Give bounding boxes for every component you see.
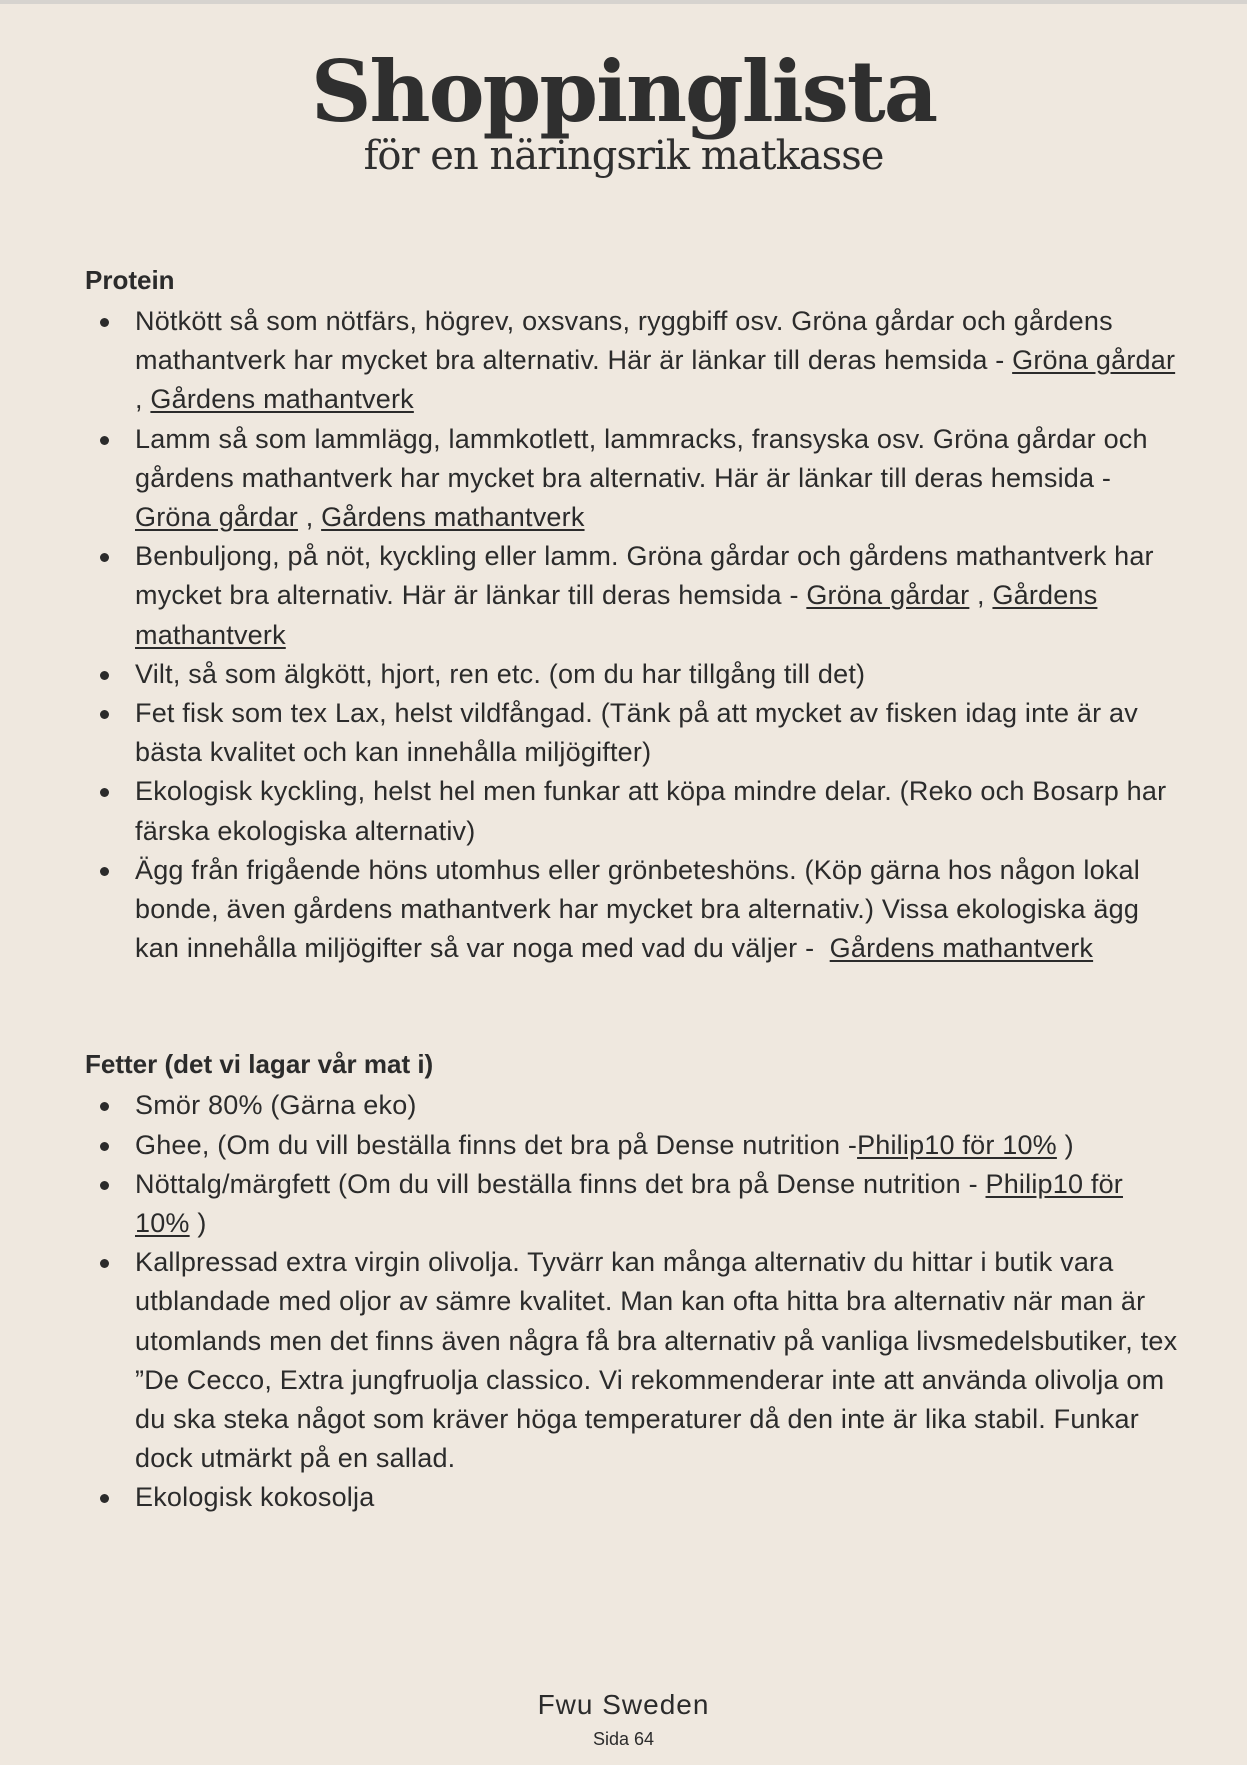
item-text: Vilt, så som älgkött, hjort, ren etc. (om du har tillgång till det) xyxy=(135,658,866,689)
fetter-list xyxy=(85,1086,1185,1517)
discount-code-link[interactable]: Philip10 för 10% xyxy=(135,1168,1123,1239)
content xyxy=(85,262,1185,1518)
separator: , xyxy=(135,384,151,415)
item-text: Ekologisk kokosolja xyxy=(135,1482,375,1513)
list-item xyxy=(85,772,1185,850)
list-item xyxy=(85,1165,1185,1243)
gardens-mathantverk-link[interactable]: Gårdens mathantverk xyxy=(321,502,585,533)
item-text: Ägg från frigående höns utomhus eller grönbeteshöns. (Köp gärna hos någon lokal bonde, även gårdens mathantverk har mycket bra alternativ.) Vissa ekologiska ägg kan innehålla miljögifter så var noga med vad du väljer - xyxy=(135,854,1148,964)
grona-gardar-link[interactable]: Gröna gårdar xyxy=(1012,345,1176,376)
section-spacer xyxy=(85,968,1185,1046)
list-item xyxy=(85,1126,1185,1165)
page-number: Sida 64 xyxy=(592,1729,655,1749)
section-title-fetter: Fetter (det vi lagar vår mat i) xyxy=(85,1049,434,1080)
list-item xyxy=(85,851,1185,969)
gardens-mathantverk-link[interactable]: Gårdens mathantverk xyxy=(150,384,414,415)
grona-gardar-link[interactable]: Gröna gårdar xyxy=(135,502,298,533)
section-title-protein: Protein xyxy=(85,265,175,295)
item-text: Ghee, (Om du vill beställa finns det bra på Dense nutrition - xyxy=(135,1129,858,1160)
page-title: Shoppinglista xyxy=(310,42,937,141)
item-text: Smör 80% (Gärna eko) xyxy=(135,1090,417,1121)
gardens-mathantverk-link[interactable]: Gårdens mathantverk xyxy=(135,580,1098,650)
list-item xyxy=(85,302,1185,420)
item-text: Kallpressad extra virgin olivolja. Tyvärr kan många alternativ du hittar i butik vara utblandade med oljor av sämre kvalitet. Man kan ofta hitta bra alternativ när man är utomlands men det finns även några få bra alternativ på vanliga livsmedelsbutiker, tex ”De Cecco, Extra jungfruolja classico. Vi rekommenderar inte att använda olivolja om du ska steka något som kräver höga temperaturer då den inte är lika stabil. Funkar dock utmärkt på en sallad. xyxy=(135,1247,1178,1474)
item-text: Fet fisk som tex Lax, helst vildfångad. (Tänk på att mycket av fisken idag inte är av bästa kvalitet och kan innehålla miljögifter) xyxy=(135,698,1138,768)
page-header xyxy=(0,42,1247,180)
list-item xyxy=(85,1243,1185,1478)
list-item xyxy=(85,537,1185,655)
page-subtitle: för en näringsrik matkasse xyxy=(363,133,884,180)
list-item xyxy=(85,655,1185,694)
separator: , xyxy=(969,580,993,611)
list-item xyxy=(85,694,1185,772)
list-item xyxy=(85,1478,1185,1517)
grona-gardar-link[interactable]: Gröna gårdar xyxy=(806,580,970,611)
item-text-after: ) xyxy=(1056,1129,1074,1160)
item-text: Nötkött så som nötfärs, högrev, oxsvans, ryggbiff osv. Gröna gårdar och gårdens mathantverk har mycket bra alternativ. Här är länkar till deras hemsida - xyxy=(135,306,1113,376)
discount-code-link[interactable]: Philip10 för 10% xyxy=(857,1129,1057,1160)
gardens-mathantverk-link[interactable]: Gårdens mathantverk xyxy=(829,933,1094,964)
item-text: Lamm så som lammlägg, lammkotlett, lammracks, fransyska osv. Gröna gårdar och gårdens mathantverk har mycket bra alternativ. Här är länkar till deras hemsida - xyxy=(135,423,1148,493)
item-text: Nöttalg/märgfett (Om du vill beställa finns det bra på Dense nutrition - xyxy=(135,1168,986,1199)
footer-brand: Fwu Sweden xyxy=(537,1689,710,1720)
item-text: Ekologisk kyckling, helst hel men funkar att köpa mindre delar. (Reko och Bosarp har färska ekologiska alternativ) xyxy=(135,776,1167,846)
protein-list xyxy=(85,302,1185,968)
list-item xyxy=(85,420,1185,538)
page-footer xyxy=(0,1688,1247,1752)
list-item xyxy=(85,1086,1185,1125)
item-text-after: ) xyxy=(189,1208,207,1239)
separator: , xyxy=(298,502,322,533)
item-text: Benbuljong, på nöt, kyckling eller lamm. Gröna gårdar och gårdens mathantverk har mycket bra alternativ. Här är länkar till deras hemsida - xyxy=(135,541,1154,611)
